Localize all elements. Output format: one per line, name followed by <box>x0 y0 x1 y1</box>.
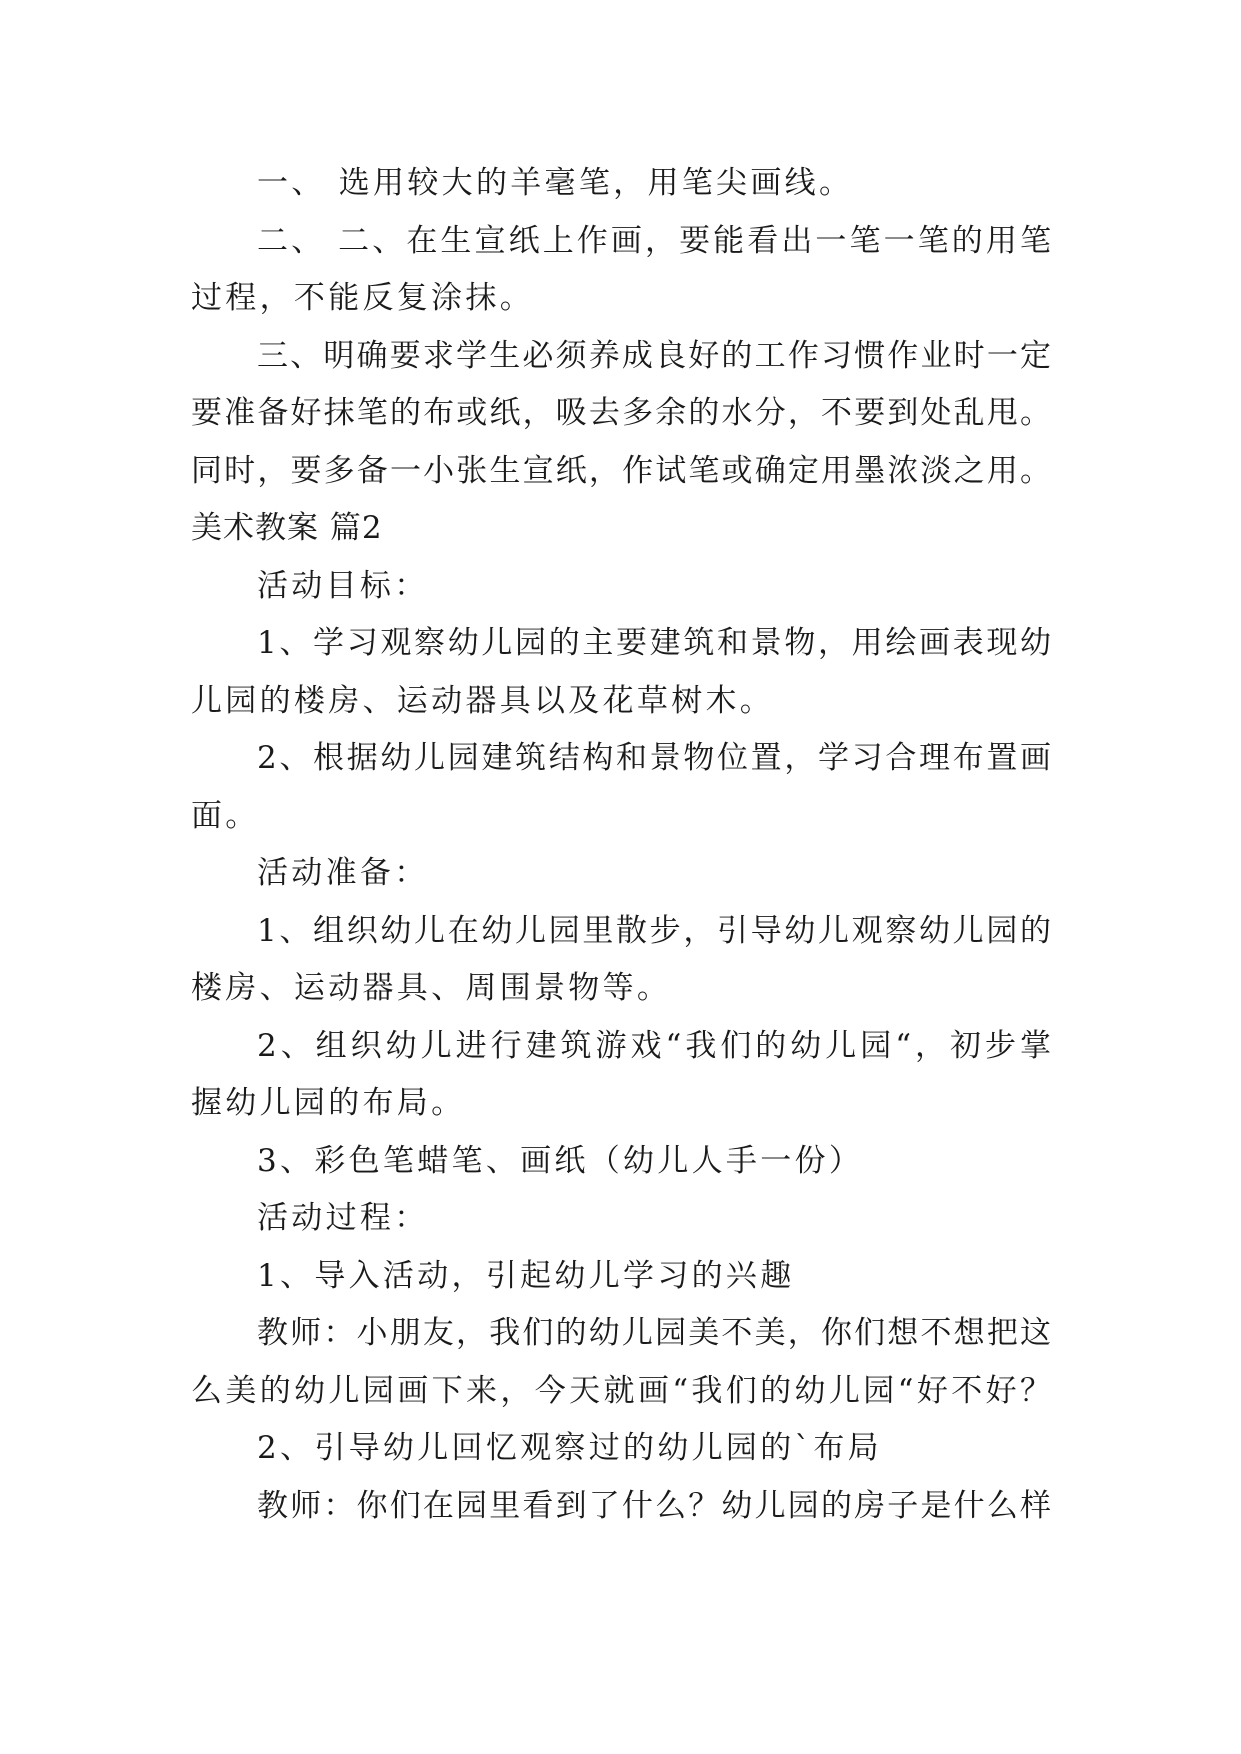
text-line: 教师：你们在园里看到了什么？幼儿园的房子是什么样 <box>257 1487 1051 1524</box>
text-line: 1、学习观察幼儿园的主要建筑和景物，用绘画表现幼 <box>257 625 1051 661</box>
text-line: 教师：小朋友，我们的幼儿园美不美，你们想不想把这 <box>257 1315 1051 1351</box>
text-line: 活动目标： <box>257 567 429 604</box>
text-line: 2、根据幼儿园建筑结构和景物位置，学习合理布置画 <box>257 740 1051 776</box>
text-line: 面。 <box>191 797 260 834</box>
text-line: 儿园的楼房、运动器具以及花草树木。 <box>191 682 775 719</box>
text-line: 2、引导幼儿回忆观察过的幼儿园的`布局 <box>257 1430 882 1466</box>
text-line: 楼房、运动器具、周围景物等。 <box>191 970 672 1006</box>
text-line: 么美的幼儿园画下来，今天就画“我们的幼儿园“好不好？ <box>191 1372 1051 1409</box>
text-line: 活动准备： <box>257 855 429 891</box>
document-body <box>191 155 1051 1535</box>
section-heading: 美术教案 篇2 <box>191 510 383 546</box>
text-line: 握幼儿园的布局。 <box>191 1085 466 1121</box>
text-line: 一、 选用较大的羊毫笔，用笔尖画线。 <box>257 165 854 201</box>
text-line: 同时，要多备一小张生宣纸，作试笔或确定用墨浓淡之用。 <box>191 452 1051 489</box>
text-line: 三、明确要求学生必须养成良好的工作习惯作业时一定 <box>257 337 1051 374</box>
text-line: 1、导入活动，引起幼儿学习的兴趣 <box>257 1257 795 1294</box>
text-line: 2、组织幼儿进行建筑游戏“我们的幼儿园“，初步掌 <box>257 1027 1051 1064</box>
text-line: 二、 二、在生宣纸上作画，要能看出一笔一笔的用笔 <box>257 222 1051 259</box>
text-line: 要准备好抹笔的布或纸，吸去多余的水分，不要到处乱甩。 <box>191 395 1051 431</box>
text-line: 1、组织幼儿在幼儿园里散步，引导幼儿观察幼儿园的 <box>257 912 1051 949</box>
text-line: 活动过程： <box>257 1200 429 1236</box>
text-line: 3、彩色笔蜡笔、画纸（幼儿人手一份） <box>257 1142 864 1179</box>
text-line: 过程，不能反复涂抹。 <box>191 280 534 316</box>
